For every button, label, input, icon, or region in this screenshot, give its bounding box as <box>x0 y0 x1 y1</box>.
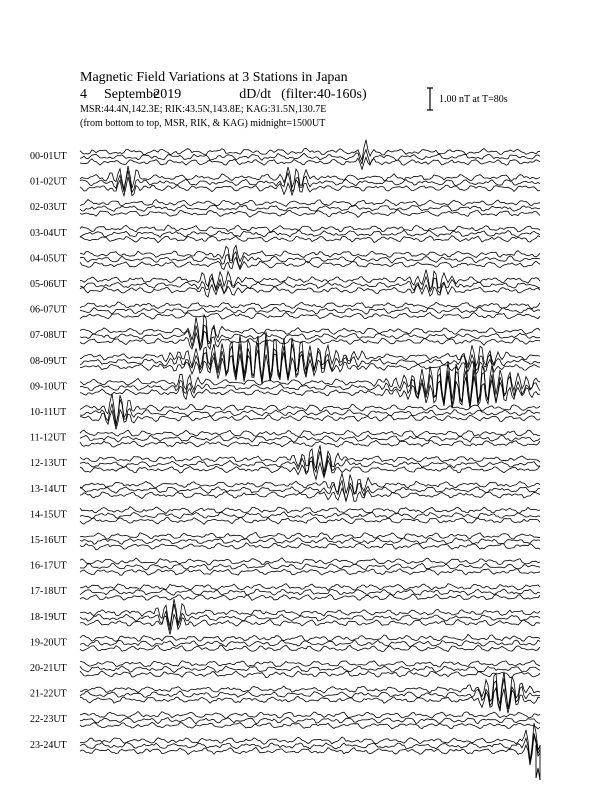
trace-msr-hour-2 <box>80 210 540 218</box>
scale-label: 1.00 nT at T=80s <box>439 94 508 105</box>
hour-label: 12-13UT <box>30 458 67 470</box>
trace-rik-hour-2 <box>80 205 540 212</box>
trace-kag-hour-16 <box>80 558 540 565</box>
trace-kag-hour-19 <box>80 634 540 641</box>
station-coordinates: MSR:44.4N,142.3E; RIK:43.5N,143.8E; KAG:31.5N,130.7E <box>80 104 327 115</box>
hour-labels <box>30 151 67 751</box>
hour-label: 00-01UT <box>30 151 67 162</box>
trace-msr-hour-15 <box>80 543 540 550</box>
hour-label: 05-06UT <box>30 279 67 290</box>
trace-msr-hour-5 <box>80 283 540 297</box>
trace-msr-hour-3 <box>80 236 540 243</box>
trace-kag-hour-20 <box>80 661 540 667</box>
trace-kag-hour-22 <box>80 712 540 719</box>
trace-kag-hour-6 <box>80 302 540 309</box>
chart-title: Magnetic Field Variations at 3 Stations in Japan <box>80 70 348 85</box>
hour-label: 09-10UT <box>30 381 67 393</box>
hour-label: 18-19UT <box>30 611 67 623</box>
trace-rik-hour-1 <box>80 171 540 193</box>
trace-msr-hour-11 <box>80 440 540 447</box>
hour-label: 04-05UT <box>30 253 67 265</box>
trace-msr-hour-4 <box>80 257 540 269</box>
hour-label: 21-22UT <box>30 688 67 700</box>
trace-rik-hour-18 <box>80 604 540 631</box>
trace-kag-hour-0 <box>80 140 540 160</box>
trace-rik-hour-9 <box>80 370 540 409</box>
hour-label: 01-02UT <box>30 176 67 188</box>
trace-kag-hour-18 <box>80 599 540 626</box>
trace-kag-hour-2 <box>80 200 540 207</box>
trace-kag-hour-8 <box>80 332 540 381</box>
trace-msr-hour-23 <box>80 736 540 766</box>
trace-msr-hour-17 <box>80 594 540 600</box>
filter-label: (filter:40-160s) <box>281 87 367 102</box>
trace-kag-hour-23 <box>80 723 540 761</box>
hour-label: 14-15UT <box>30 509 67 521</box>
date-year: 2019 <box>153 87 182 102</box>
traces <box>80 140 540 780</box>
hour-label: 07-08UT <box>30 330 67 342</box>
date-month: Septembe <box>104 87 160 102</box>
trace-msr-hour-10 <box>80 410 540 430</box>
trace-kag-hour-13 <box>80 473 540 494</box>
trace-msr-hour-13 <box>80 486 540 501</box>
trace-rik-hour-16 <box>80 563 540 570</box>
trace-rik-hour-20 <box>80 666 540 673</box>
hour-label: 23-24UT <box>30 739 67 751</box>
trace-rik-hour-14 <box>80 512 540 519</box>
trace-msr-hour-14 <box>80 517 540 524</box>
hour-label: 02-03UT <box>30 202 67 214</box>
trace-rik-hour-6 <box>80 307 540 314</box>
trace-rik-hour-23 <box>80 733 540 762</box>
trace-kag-hour-3 <box>80 225 540 232</box>
trace-kag-hour-4 <box>80 245 540 261</box>
hour-label: 20-21UT <box>30 663 67 674</box>
trace-msr-hour-16 <box>80 568 540 575</box>
hour-label: 08-09UT <box>30 355 67 367</box>
hour-label: 11-12UT <box>30 432 67 444</box>
trace-kag-hour-15 <box>80 533 540 540</box>
trace-msr-hour-20 <box>80 671 540 678</box>
trace-rik-hour-22 <box>80 717 540 723</box>
trace-rik-hour-11 <box>80 435 540 442</box>
trace-rik-hour-15 <box>80 538 540 545</box>
trace-rik-hour-17 <box>80 589 540 595</box>
trace-rik-hour-3 <box>80 230 540 237</box>
station-order-note: (from bottom to top, MSR, RIK, & KAG) midnight=1500UT <box>80 118 326 129</box>
hour-label: 16-17UT <box>30 560 67 572</box>
hour-label: 22-23UT <box>30 714 67 726</box>
hour-label: 13-14UT <box>30 483 67 495</box>
hour-label: 19-20UT <box>30 637 67 649</box>
trace-kag-hour-21 <box>80 672 540 709</box>
trace-msr-hour-22 <box>80 722 540 729</box>
trace-msr-hour-6 <box>80 313 540 320</box>
measure-label: dD/dt <box>239 87 272 102</box>
trace-kag-hour-9 <box>80 360 540 404</box>
trace-msr-hour-19 <box>80 645 540 652</box>
trace-rik-hour-21 <box>80 678 540 709</box>
trace-msr-hour-21 <box>80 688 540 713</box>
trace-kag-hour-11 <box>80 430 540 437</box>
hour-label: 17-18UT <box>30 586 67 598</box>
hour-label: 15-16UT <box>30 535 67 546</box>
hour-label: 10-11UT <box>30 407 67 418</box>
date-day: 4 <box>80 87 87 102</box>
hour-label: 06-07UT <box>30 304 67 316</box>
trace-msr-hour-0 <box>80 157 540 169</box>
hour-label: 03-04UT <box>30 227 67 239</box>
